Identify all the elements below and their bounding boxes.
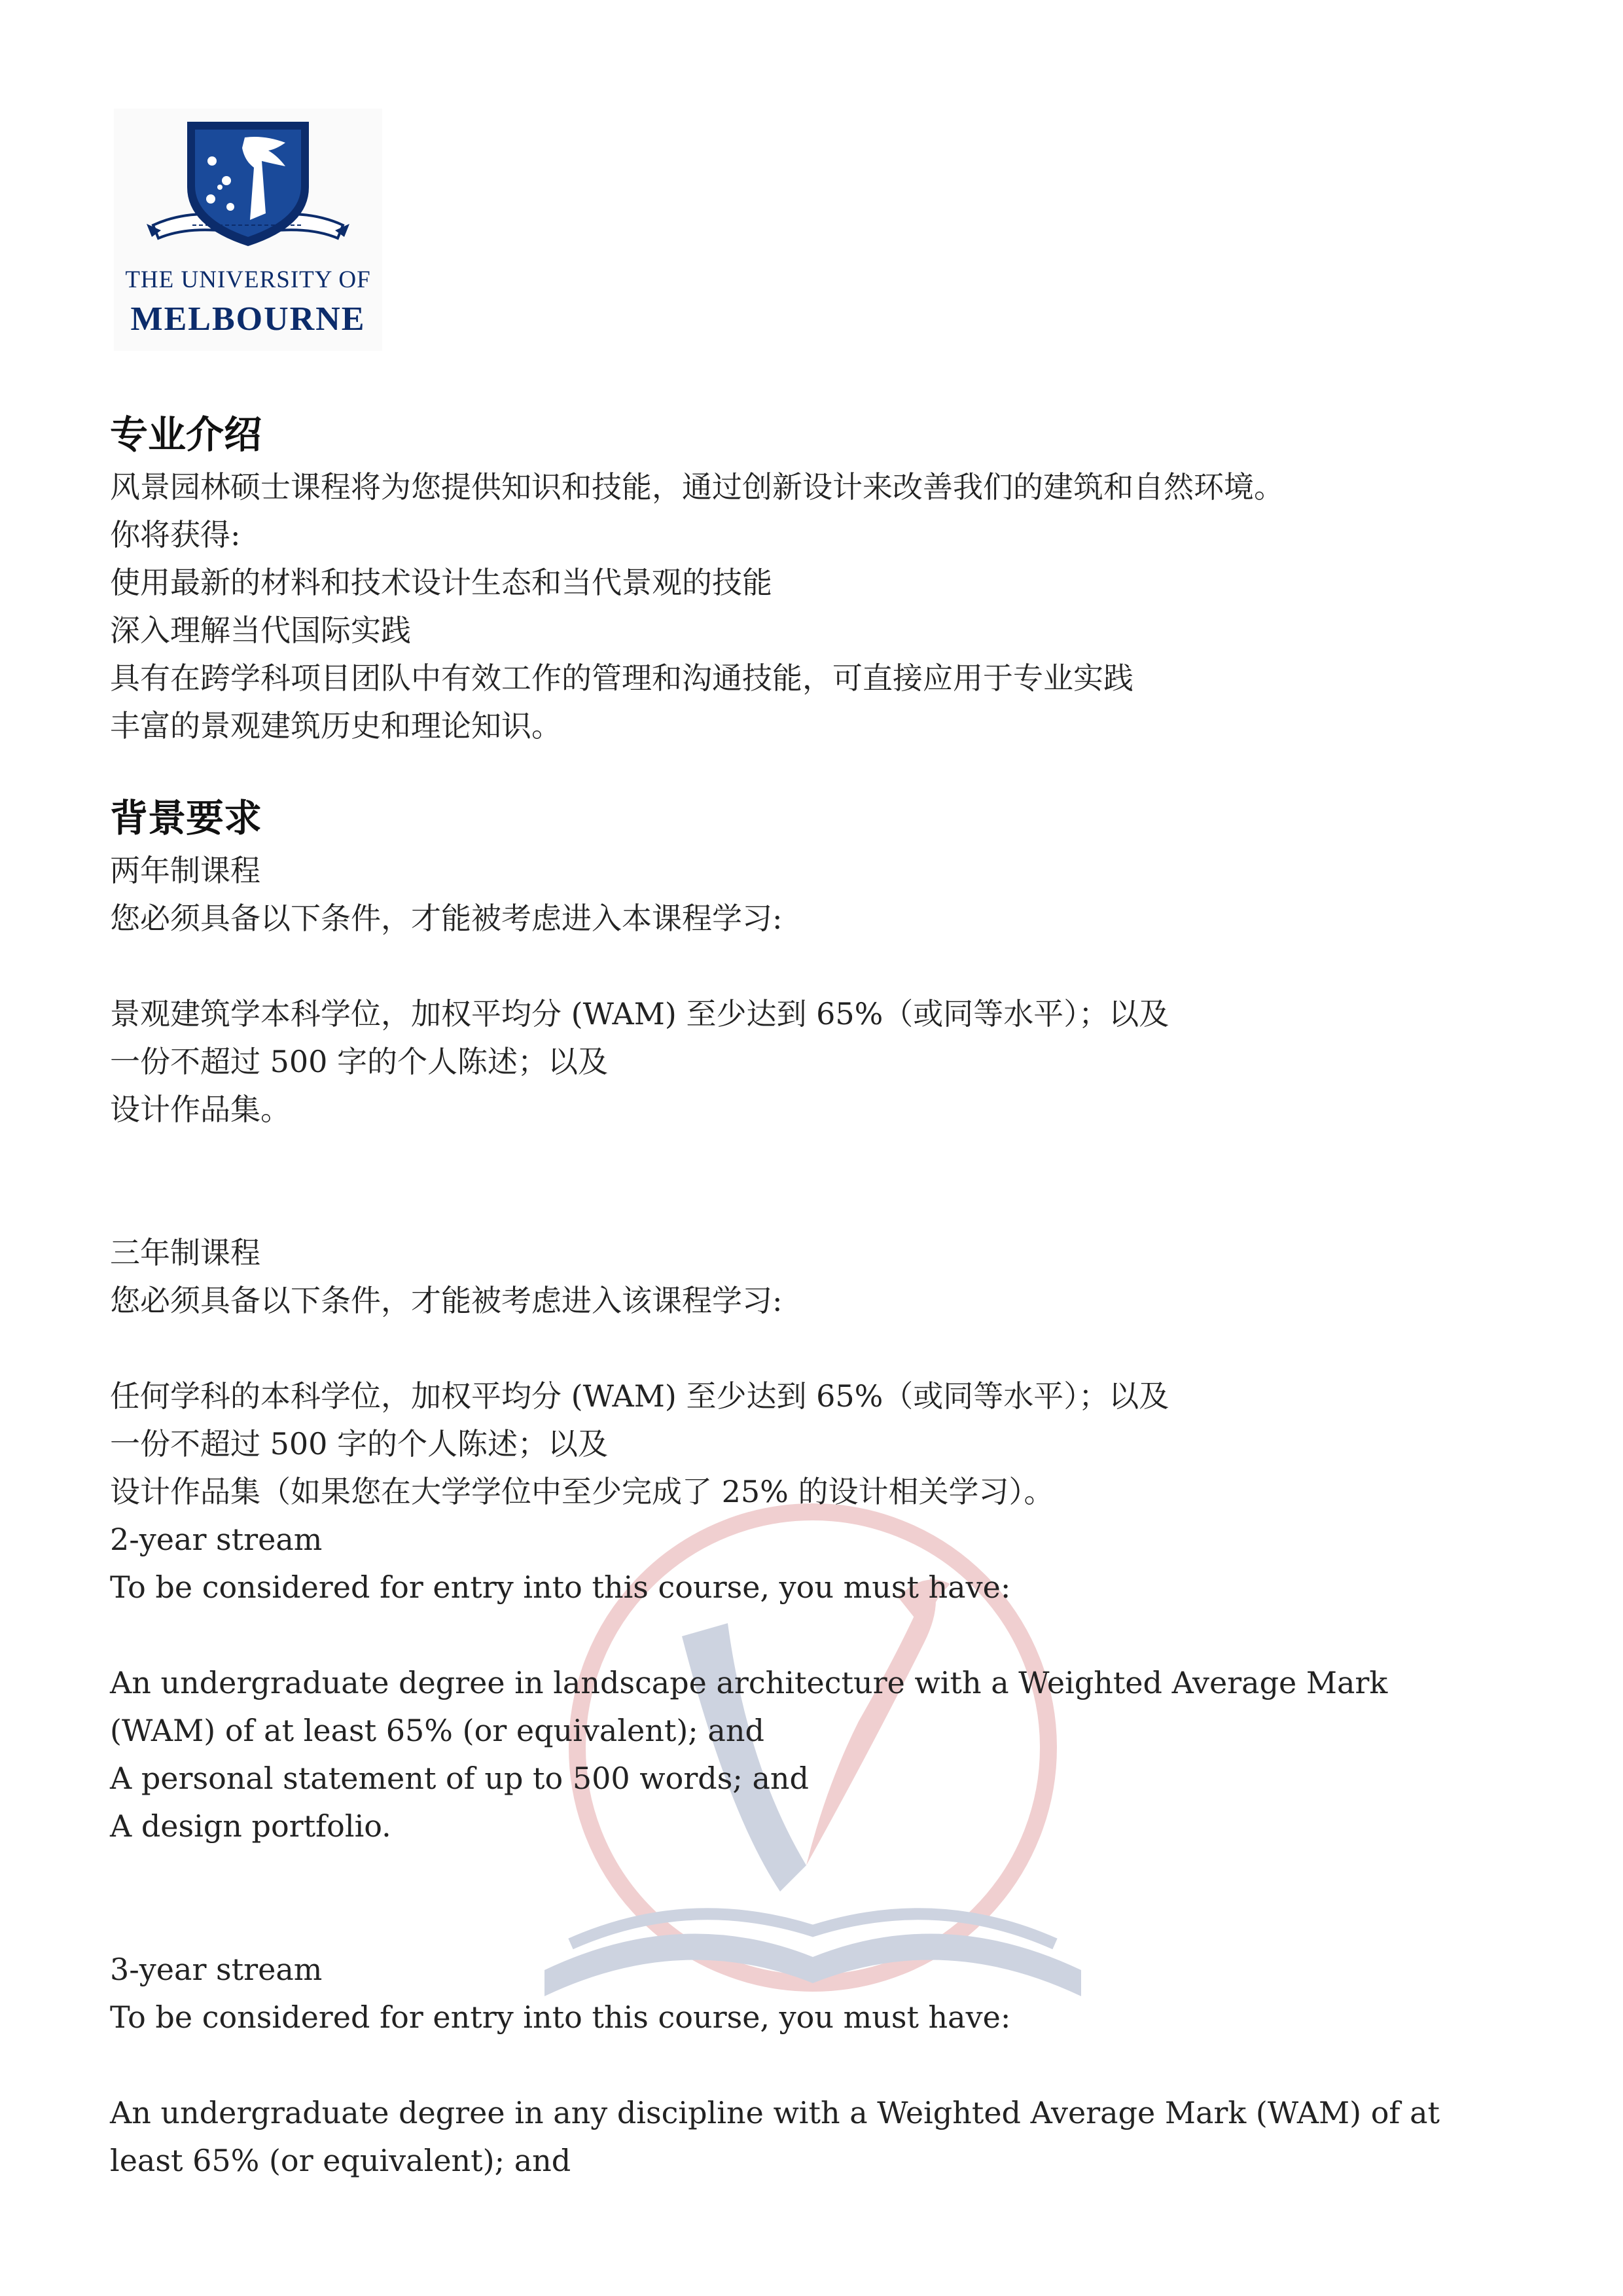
requirement-item: A personal statement of up to 500 words; and xyxy=(110,1761,809,1796)
requirement-item: A design portfolio. xyxy=(110,1808,391,1844)
logo-text-line1: THE UNIVERSITY OF xyxy=(125,266,371,293)
stream-heading-2yr-en: 2-year stream xyxy=(110,1522,323,1557)
intro-line: 使用最新的材料和技术设计生态和当代景观的技能 xyxy=(110,565,772,600)
document-body xyxy=(110,406,1537,2185)
stream-intro-2yr-cn: 您必须具备以下条件，才能被考虑进入本课程学习: xyxy=(110,901,783,936)
stream-heading-3yr-en: 3-year stream xyxy=(110,1952,323,1987)
requirement-item: least 65% (or equivalent); and xyxy=(110,2143,571,2178)
stream-intro-3yr-en: To be considered for entry into this course, you must have: xyxy=(110,2000,1011,2035)
logo-text-line2: MELBOURNE xyxy=(130,300,366,338)
requirement-item: 一份不超过 500 字的个人陈述；以及 xyxy=(110,1044,609,1079)
requirement-item: 景观建筑学本科学位，加权平均分 (WAM) 至少达到 65%（或同等水平）；以及 xyxy=(110,996,1169,1031)
requirement-item: 设计作品集（如果您在大学学位中至少完成了 25% 的设计相关学习）。 xyxy=(110,1474,1054,1509)
intro-line: 丰富的景观建筑历史和理论知识。 xyxy=(110,708,562,744)
crest-icon xyxy=(114,109,382,266)
stream-intro-2yr-en: To be considered for entry into this course, you must have: xyxy=(110,1570,1011,1605)
university-logo xyxy=(114,109,382,351)
intro-line: 深入理解当代国际实践 xyxy=(110,613,411,648)
requirement-item: (WAM) of at least 65% (or equivalent); and xyxy=(110,1713,764,1748)
intro-line: 具有在跨学科项目团队中有效工作的管理和沟通技能，可直接应用于专业实践 xyxy=(110,660,1133,696)
requirement-item: 任何学科的本科学位，加权平均分 (WAM) 至少达到 65%（或同等水平）；以及 xyxy=(110,1378,1169,1414)
intro-line: 你将获得: xyxy=(110,517,241,552)
intro-line: 风景园林硕士课程将为您提供知识和技能，通过创新设计来改善我们的建筑和自然环境。 xyxy=(110,469,1284,505)
requirement-item: An undergraduate degree in landscape architecture with a Weighted Average Mark xyxy=(110,1665,1388,1700)
stream-intro-3yr-cn: 您必须具备以下条件，才能被考虑进入该课程学习: xyxy=(110,1283,783,1318)
requirement-item: An undergraduate degree in any discipline with a Weighted Average Mark (WAM) of at xyxy=(110,2095,1440,2130)
requirement-item: 设计作品集。 xyxy=(110,1092,291,1127)
section-title-requirements: 背景要求 xyxy=(110,796,262,840)
stream-heading-2yr-cn: 两年制课程 xyxy=(110,853,260,888)
stream-heading-3yr-cn: 三年制课程 xyxy=(110,1235,260,1270)
section-title-intro: 专业介绍 xyxy=(110,412,262,457)
requirement-item: 一份不超过 500 字的个人陈述；以及 xyxy=(110,1426,609,1462)
